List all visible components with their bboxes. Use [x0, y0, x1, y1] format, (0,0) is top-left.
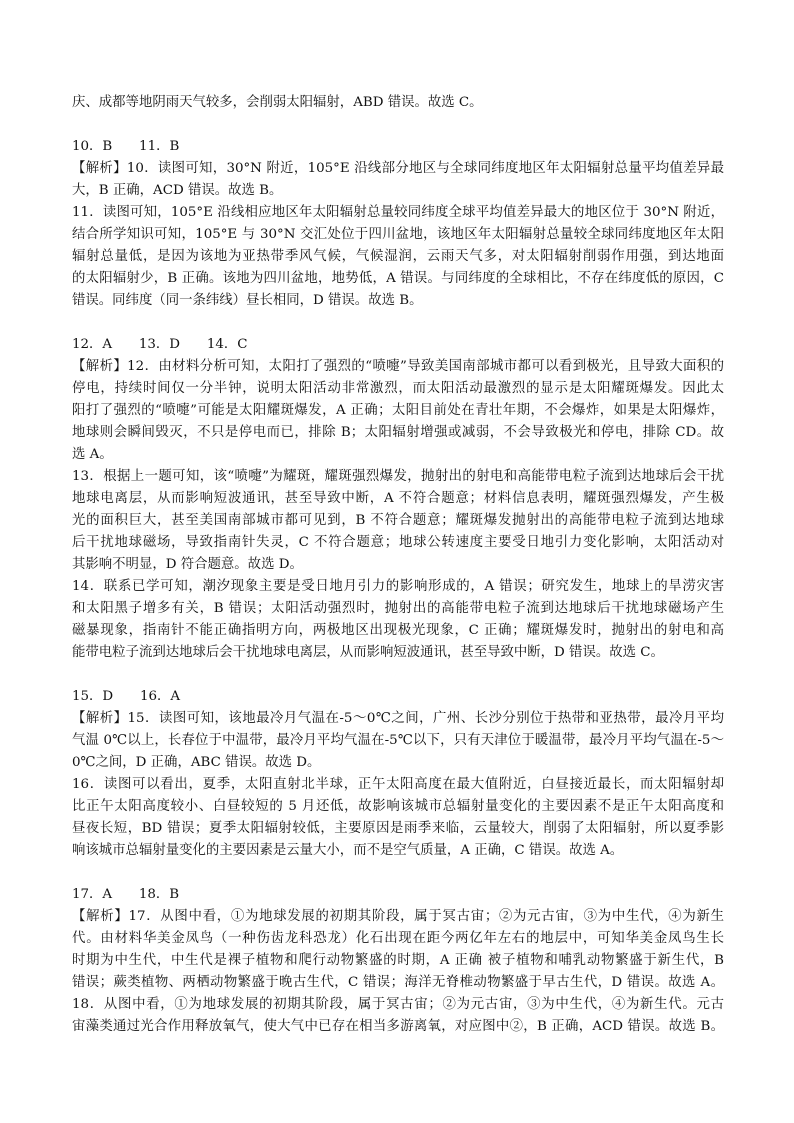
text-line: 响该城市总辐射量变化的主要因素是云量大小，而不是空气质量，A 正确，C 错误。故选 A。: [72, 843, 624, 858]
text-line: 庆、成都等地阴雨天气较多，会削弱太阳辐射，ABD 错误。故选 C。: [72, 95, 483, 110]
text-line: 其影响不明显，D 符合题意。故选 D。: [72, 557, 303, 572]
text-line: 大，B 正确，ACD 错误。故选 B。: [72, 183, 283, 198]
text-line: 光的面积巨大，甚至美国南部城市都可见到，B 不符合题意；耀斑爆发抛射出的高能带电粒子流到达地球: [72, 513, 724, 528]
text-line: 地球电离层，从而影响短波通讯，甚至导致中断，A 不符合题意；材料信息表明，耀斑强烈爆发，产生极: [72, 491, 724, 506]
text-line: 昼夜长短，BD 错误；夏季太阳辐射较低，主要原因是雨季来临，云量较大，削弱了太阳辐射，所以夏季影: [72, 821, 724, 836]
text-line: 阳打了强烈的“喷嚏”可能是太阳耀斑爆发，A 正确；太阳目前处在青壮年期，不会爆炸，如果是太阳爆炸，: [72, 403, 724, 418]
text-line: 18．从图中看，①为地球发展的初期其阶段，属于冥古宙；②为元古宙，③为中生代，④为新生代。元古: [72, 997, 724, 1012]
text-line: 比正午太阳高度较小、白昼较短的 5 月还低，故影响该城市总辐射量变化的主要因素不是正午太阳高度和: [72, 799, 724, 814]
text-line: 错误。同纬度（同一条纬线）昼长相同，D 错误。故选 B。: [72, 293, 423, 308]
text-line: 【解析】12．由材料分析可知，太阳打了强烈的“喷嚏”导致美国南部城市都可以看到极光，且导致大面积的: [72, 359, 724, 374]
text-line: 14．联系已学可知，潮汐现象主要是受日地月引力的影响形成的，A 错误；研究发生，地球上的旱涝灾害: [72, 579, 724, 594]
text-line: 辐射总量低，是因为该地为亚热带季风气候，气候湿润，云雨天气多，对太阳辐射削弱作用强，到达地面: [72, 249, 724, 264]
text-line: 16．读图可以看出，夏季，太阳直射北半球，正午太阳高度在最大值附近，白昼接近最长，而太阳辐射却: [72, 777, 724, 792]
text-line: 的太阳辐射少，B 正确。该地为四川盆地，地势低，A 错误。与同纬度的全球相比，不存在纬度低的原因，C: [72, 271, 724, 286]
text-line: 地球则会瞬间毁灭，不只是停电而已，排除 B；太阳辐射增强或减弱，不会导致极光和停电，排除 CD。故: [72, 425, 724, 440]
text-line: 15．D 16．A: [72, 689, 181, 704]
text-line: 【解析】17．从图中看，①为地球发展的初期其阶段，属于冥古宙；②为元古宙，③为中生代，④为新生: [72, 909, 724, 924]
text-line: 磁暴现象，指南针不能正确指明方向，两极地区出现极光现象，C 正确；耀斑爆发时，抛射出的射电和高: [72, 623, 724, 638]
text-line: 停电，持续时间仅一分半钟，说明太阳活动非常激烈，而太阳活动最激烈的显示是太阳耀斑爆发。因此太: [72, 381, 724, 396]
text-line: 代。由材料华美金凤鸟（一种伤齿龙科恐龙）化石出现在距今两亿年左右的地层中，可知华美金凤鸟生长: [72, 931, 724, 946]
text-line: 错误；蕨类植物、两栖动物繁盛于晚古生代，C 错误；海洋无脊椎动物繁盛于早古生代，D 错误。故选 A。: [72, 975, 724, 990]
text-line: 结合所学知识可知，105°E 与 30°N 交汇处位于四川盆地，该地区年太阳辐射总量较全球同纬度地区年太阳: [72, 227, 724, 242]
text-line: 12．A 13．D 14．C: [72, 337, 248, 352]
text-line: 17．A 18．B: [72, 887, 180, 902]
text-line: 宙藻类通过光合作用释放氧气，使大气中已存在相当多游离氧，对应图中②，B 正确，ACD 错误。故选 B。: [72, 1019, 724, 1034]
text-line: 时期为中生代，中生代是裸子植物和爬行动物繁盛的时期，A 正确 被子植物和哺乳动物繁盛于新生代，B: [72, 953, 724, 968]
text-line: 【解析】10．读图可知，30°N 附近，105°E 沿线部分地区与全球同纬度地区年太阳辐射总量平均值差异最: [72, 161, 724, 176]
text-line: 后干扰地球磁场，导致指南针失灵，C 不符合题意；地球公转速度主要受日地引力变化影响，太阳活动对: [72, 535, 724, 550]
text-line: 能带电粒子流到达地球后会干扰地球电离层，从而影响短波通讯，甚至导致中断，D 错误。故选 C。: [72, 645, 664, 660]
text-line: 10．B 11．B: [72, 139, 180, 154]
text-line: 0℃之间，D 正确，ABC 错误。故选 D。: [72, 755, 321, 770]
text-line: 11．读图可知，105°E 沿线相应地区年太阳辐射总量较同纬度全球平均值差异最大的地区位于 30°N 附近，: [72, 205, 724, 220]
text-line: 13．根据上一题可知，该“喷嚏”为耀斑，耀斑强烈爆发，抛射出的射电和高能带电粒子流到达地球后会干扰: [72, 469, 724, 484]
text-line: 【解析】15．读图可知，该地最冷月气温在-5～0℃之间，广州、长沙分别位于热带和亚热带，最冷月平均: [72, 711, 724, 726]
text-line: 选 A。: [72, 447, 113, 462]
text-line: 气温 0℃以上，长春位于中温带，最冷月平均气温在-5℃以下，只有天津位于暖温带，最冷月平均气温在-5～: [72, 733, 724, 748]
text-line: 和太阳黑子增多有关，B 错误；太阳活动强烈时，抛射出的高能带电粒子流到达地球后干扰地球磁场产生: [72, 601, 724, 616]
